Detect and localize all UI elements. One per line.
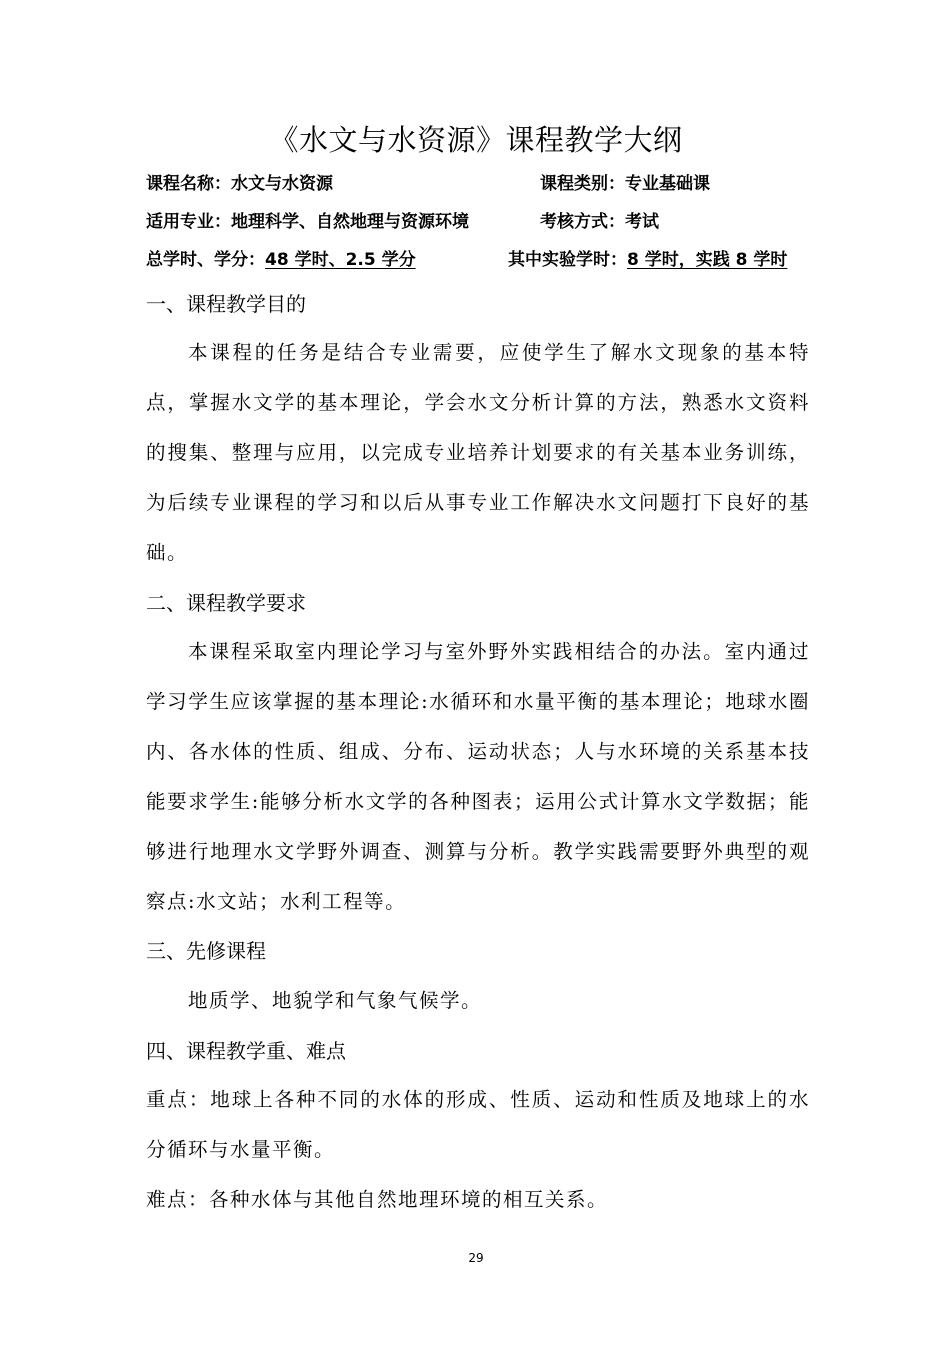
section-heading-key-points: 四、课程教学重、难点	[146, 1039, 346, 1063]
course-category-label: 课程类别：	[540, 174, 625, 194]
applicable-major	[146, 207, 469, 237]
course-name	[146, 169, 333, 199]
lab-hours	[508, 245, 787, 275]
section-paragraph-prerequisites: 地质学、地貌学和气象气候学。	[188, 989, 483, 1012]
course-category-value: 专业基础课	[625, 174, 710, 194]
assessment-method	[540, 207, 659, 237]
section-paragraph-purpose: 本课程的任务是结合专业需要，应使学生了解水文现象的基本特点，掌握水文学的基本理论，学会水文分析计算的方法，熟悉水文资料的搜集、整理与应用，以完成专业培养计划要求的有关基本业务训练，为后续专业课程的学习和以后从事专业工作解决水文问题打下良好的基础。	[146, 341, 810, 564]
meta-row-2	[146, 207, 816, 237]
major-label: 适用专业：	[146, 212, 231, 232]
course-name-value: 水文与水资源	[231, 174, 333, 194]
meta-row-3	[146, 245, 816, 275]
course-category	[540, 169, 710, 199]
lab-hours-value: 8 学时，实践 8 学时	[627, 250, 788, 270]
lab-hours-label: 其中实验学时：	[508, 250, 627, 270]
difficult-points-paragraph: 难点：各种水体与其他自然地理环境的相互关系。	[146, 1188, 609, 1211]
course-name-label: 课程名称：	[146, 174, 231, 194]
hours-label: 总学时、学分：	[146, 250, 265, 270]
assessment-value: 考试	[625, 212, 659, 232]
section-heading-requirements: 二、课程教学要求	[146, 591, 306, 615]
section-paragraph-requirements: 本课程采取室内理论学习与室外野外实践相结合的办法。室内通过学习学生应该掌握的基本理论:水循环和水量平衡的基本理论；地球水圈内、各水体的性质、组成、分布、运动状态；人与水环境的关系基本技能要求学生:能够分析水文学的各种图表；运用公式计算水文学数据；能够进行地理水文学野外调查、测算与分析。教学实践需要野外典型的观察点:水文站；水利工程等。	[146, 640, 810, 913]
meta-row-1	[146, 169, 816, 199]
section-heading-purpose: 一、课程教学目的	[146, 292, 306, 316]
hours-value: 48 学时、2.5 学分	[265, 250, 416, 270]
page-number: 29	[468, 1251, 484, 1265]
section-heading-prerequisites: 三、先修课程	[146, 939, 266, 963]
total-hours	[146, 245, 416, 275]
document-title: 《水文与水资源》课程教学大纲	[269, 123, 683, 157]
assessment-label: 考核方式：	[540, 212, 625, 232]
key-points-paragraph: 重点：地球上各种不同的水体的形成、性质、运动和性质及地球上的水分循环与水量平衡。	[146, 1088, 810, 1161]
major-value: 地理科学、自然地理与资源环境	[231, 212, 469, 232]
